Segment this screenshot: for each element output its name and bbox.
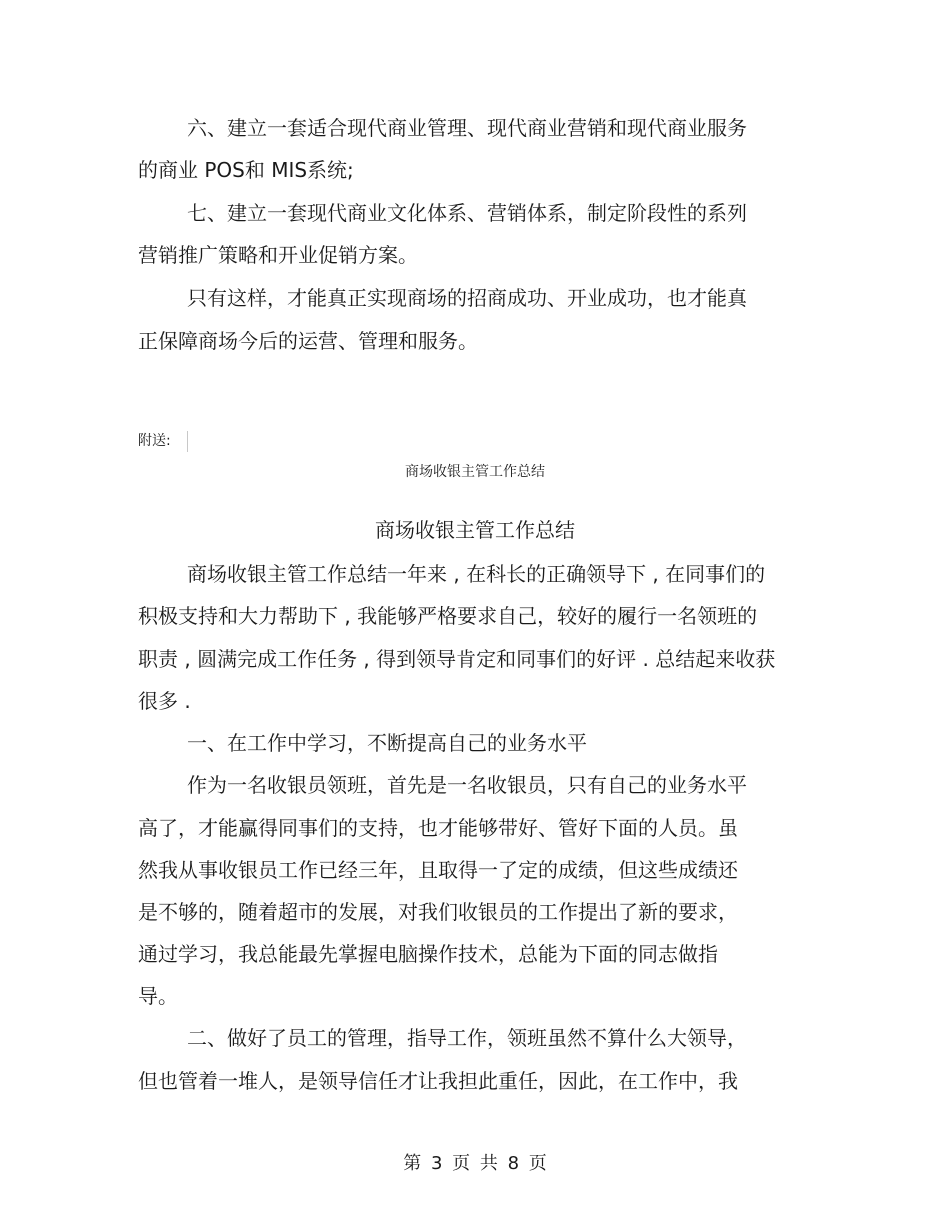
section1-line-6: 导。 [138, 984, 178, 1008]
intro-line-4: 很多 . [138, 689, 191, 713]
intro-line-2: 积极支持和大力帮助下 , 我能够严格要求自己，较好的履行一名领班的 [138, 604, 758, 628]
intro-line-3: 职责 , 圆满完成工作任务 , 得到领导肯定和同事们的好评 . 总结起来收获 [138, 647, 776, 671]
item7-line2: 营销推广策略和开业促销方案。 [138, 243, 418, 267]
section1-line-4: 是不够的，随着超市的发展，对我们收银员的工作提出了新的要求， [138, 900, 738, 924]
conclusion-line1: 只有这样，才能真正实现商场的招商成功、开业成功，也才能真 [187, 286, 747, 310]
section1-line-2: 高了，才能赢得同事们的支持，也才能够带好、管好下面的人员。虽 [138, 816, 738, 840]
attachment-subtitle: 商场收银主管工作总结 [405, 464, 545, 480]
item6-line1: 六、建立一套适合现代商业管理、现代商业营销和现代商业服务 [187, 116, 747, 140]
section1-line-3: 然我从事收银员工作已经三年，且取得一了定的成绩，但这些成绩还 [138, 858, 738, 882]
attachment-divider [187, 431, 188, 452]
item6-line2: 的商业 POS和 MIS系统; [138, 158, 354, 182]
article-title: 商场收银主管工作总结 [375, 518, 575, 542]
section2-line-1: 二、做好了员工的管理，指导工作，领班虽然不算什么大领导， [187, 1026, 747, 1050]
section1-line-5: 通过学习，我总能最先掌握电脑操作技术，总能为下面的同志做指 [138, 942, 718, 966]
item7-line1: 七、建立一套现代商业文化体系、营销体系，制定阶段性的系列 [187, 201, 747, 225]
conclusion-line2: 正保障商场今后的运营、管理和服务。 [138, 329, 478, 353]
attachment-label: 附送: [138, 433, 171, 449]
section1-heading: 一、在工作中学习，不断提高自己的业务水平 [187, 731, 587, 755]
section2-line-2: 但也管着一堆人，是领导信任才让我担此重任，因此，在工作中，我 [138, 1069, 738, 1093]
page-number: 第 3 页 共 8 页 [403, 1153, 547, 1174]
section1-line-1: 作为一名收银员领班，首先是一名收银员，只有自己的业务水平 [187, 773, 747, 797]
intro-line-1: 商场收银主管工作总结一年来 , 在科长的正确领导下 , 在同事们的 [187, 562, 766, 586]
